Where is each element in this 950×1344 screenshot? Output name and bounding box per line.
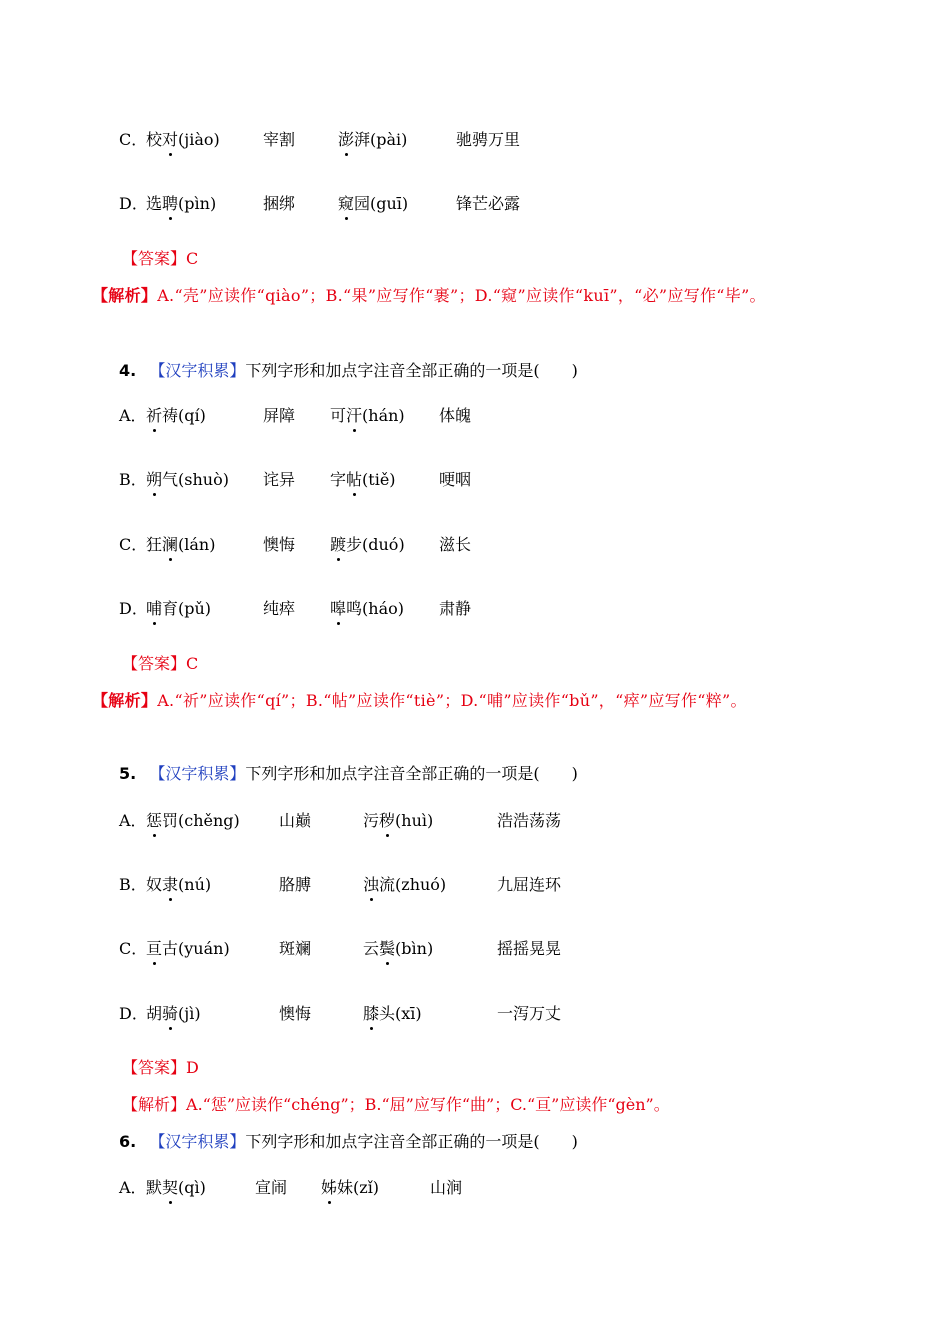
- q5-stem: [119, 764, 578, 784]
- pinyin: (jiào): [178, 130, 220, 149]
- option-item-a: [146, 939, 230, 959]
- answer-tag: 【答案】: [122, 249, 187, 268]
- dotted-char: 澜: [162, 535, 179, 554]
- q5-answer: [122, 1058, 199, 1078]
- option-item-a: [146, 599, 211, 619]
- q3-answer: [122, 249, 198, 269]
- option-letter: A．: [119, 406, 147, 425]
- explain-text: A.“惩”应读作“chéng”；B.“屈”应写作“曲”；C.“亘”应读作“gèn”。: [186, 1095, 670, 1114]
- explain-text: A.“祈”应读作“qí”；B.“帖”应读作“tiè”；D.“哺”应读作“bǔ”，“瘁”应写作“粹”。: [157, 691, 747, 710]
- option-item-c: [330, 406, 405, 426]
- option-item-c: [363, 875, 446, 895]
- dotted-char: 聘: [162, 194, 179, 213]
- pinyin: (qì): [178, 1178, 206, 1197]
- option-item-b: 捆绑: [263, 194, 296, 213]
- option-item-d: 摇摇晃晃: [497, 939, 562, 958]
- option-letter: C．: [119, 130, 148, 149]
- option-item-c: [321, 1178, 379, 1198]
- dotted-char: 契: [162, 1178, 179, 1197]
- explain-text: A.“壳”应读作“qiào”；B.“果”应写作“裹”；D.“窥”应读作“kuī”，“必”应写作“毕”。: [157, 286, 766, 305]
- option-letter: A．: [119, 1178, 147, 1197]
- char-pinyin: 湃(pài): [354, 130, 408, 149]
- option-item-d: 哽咽: [439, 470, 472, 489]
- explain-tag: 【解析】: [92, 691, 158, 710]
- char: 字: [330, 470, 347, 489]
- option-item-c: [338, 194, 408, 214]
- dotted-char: 祈: [146, 406, 163, 425]
- option-item-b: 诧异: [263, 470, 296, 489]
- dotted-char: 秽: [379, 811, 396, 830]
- char-pinyin: 头(xī): [379, 1004, 422, 1023]
- pinyin: (lán): [178, 535, 216, 554]
- option-item-c: [330, 535, 405, 555]
- dotted-char: 澎: [338, 130, 355, 149]
- dotted-char: 浊: [363, 875, 380, 894]
- option-item-b: 宣闹: [255, 1178, 288, 1197]
- char-pinyin: 步(duó): [346, 535, 405, 554]
- option-item-b: 懊悔: [279, 1004, 312, 1023]
- pinyin: (tiě): [362, 470, 396, 489]
- q5-explanation: [122, 1095, 670, 1115]
- option-letter: B．: [119, 470, 147, 489]
- pinyin: (jì): [178, 1004, 201, 1023]
- char: 胡: [146, 1004, 163, 1023]
- char: 云: [363, 939, 380, 958]
- dotted-char: 隶: [162, 875, 179, 894]
- option-item-d: 九屈连环: [497, 875, 562, 894]
- dotted-char: 哺: [146, 599, 163, 618]
- option-letter: B．: [119, 875, 147, 894]
- option-item-c: [330, 470, 396, 490]
- option-item-a: [146, 194, 216, 214]
- option-item-a: [146, 535, 215, 555]
- option-item-a: [146, 406, 206, 426]
- question-number: 5.: [119, 764, 137, 783]
- dotted-char: 对: [162, 130, 179, 149]
- pinyin: (hán): [362, 406, 405, 425]
- option-item-a: [146, 470, 229, 490]
- question-category-tag: 【汉字积累】: [149, 361, 246, 380]
- option-item-d: 锋芒必露: [456, 194, 521, 213]
- option-item-c: [330, 599, 404, 619]
- option-item-b: 胳膊: [279, 875, 312, 894]
- char: 选: [146, 194, 163, 213]
- char-pinyin: 育(pǔ): [162, 599, 212, 618]
- char-pinyin: 妹(zǐ): [337, 1178, 380, 1197]
- dotted-char: 膝: [363, 1004, 380, 1023]
- option-item-b: 懊悔: [263, 535, 296, 554]
- answer-value: C: [186, 654, 199, 673]
- char-pinyin: 气(shuò): [162, 470, 229, 489]
- char: 奴: [146, 875, 163, 894]
- answer-tag: 【答案】: [122, 654, 187, 673]
- q4-explanation: [92, 682, 862, 719]
- option-item-d: 滋长: [439, 535, 472, 554]
- answer-tag: 【答案】: [122, 1058, 187, 1077]
- option-item-b: 纯瘁: [263, 599, 296, 618]
- question-category-tag: 【汉字积累】: [149, 1132, 246, 1151]
- dotted-char: 姊: [321, 1178, 338, 1197]
- option-item-c: [363, 1004, 422, 1024]
- option-item-d: 山涧: [430, 1178, 463, 1197]
- option-item-d: 体魄: [439, 406, 472, 425]
- option-item-d: 一泻万丈: [497, 1004, 562, 1023]
- char: 默: [146, 1178, 163, 1197]
- option-letter: D．: [119, 599, 148, 618]
- q4-answer: [122, 654, 198, 674]
- dotted-char: 朔: [146, 470, 163, 489]
- char: 可: [330, 406, 347, 425]
- dotted-char: 踱: [330, 535, 347, 554]
- dotted-char: 骑: [162, 1004, 179, 1023]
- explain-tag: 【解析】: [92, 286, 158, 305]
- option-item-c: [338, 130, 407, 150]
- dotted-char: 亘: [146, 939, 163, 958]
- option-item-a: [146, 1178, 206, 1198]
- dotted-char: 嗥: [330, 599, 347, 618]
- option-item-b: 山巅: [279, 811, 312, 830]
- pinyin: (nú): [178, 875, 212, 894]
- option-item-a: [146, 130, 220, 150]
- option-item-a: [146, 875, 211, 895]
- option-item-d: 驰骋万里: [456, 130, 521, 149]
- question-stem: 下列字形和加点字注音全部正确的一项是( ): [245, 764, 578, 783]
- char: 狂: [146, 535, 163, 554]
- explain-tag: 【解析】: [122, 1095, 187, 1114]
- q4-stem: [119, 361, 578, 381]
- char-pinyin: 园(guī): [354, 194, 409, 213]
- char-pinyin: 祷(qí): [162, 406, 206, 425]
- char-pinyin: 古(yuán): [162, 939, 230, 958]
- dotted-char: 窥: [338, 194, 355, 213]
- char-pinyin: 流(zhuó): [379, 875, 447, 894]
- option-item-b: 斑斓: [279, 939, 312, 958]
- option-item-b: 屏障: [263, 406, 296, 425]
- option-item-c: [363, 939, 433, 959]
- question-category-tag: 【汉字积累】: [149, 764, 246, 783]
- option-letter: C．: [119, 535, 148, 554]
- dotted-char: 汗: [346, 406, 363, 425]
- char: 污: [363, 811, 380, 830]
- dotted-char: 帖: [346, 470, 363, 489]
- option-letter: A．: [119, 811, 147, 830]
- option-item-a: [146, 1004, 201, 1024]
- dotted-char: 鬓: [379, 939, 396, 958]
- answer-value: C: [186, 249, 199, 268]
- question-number: 6.: [119, 1132, 137, 1151]
- option-letter: D．: [119, 1004, 148, 1023]
- char-pinyin: 鸣(háo): [346, 599, 404, 618]
- option-item-d: 肃静: [439, 599, 472, 618]
- pinyin: (huì): [395, 811, 434, 830]
- option-item-c: [363, 811, 433, 831]
- char: 校: [146, 130, 163, 149]
- option-letter: C．: [119, 939, 148, 958]
- question-number: 4.: [119, 361, 137, 380]
- q6-stem: [119, 1132, 578, 1152]
- option-item-b: 宰割: [263, 130, 296, 149]
- answer-value: D: [186, 1058, 199, 1077]
- q3-explanation: [92, 277, 862, 314]
- option-item-a: [146, 811, 240, 831]
- pinyin: (bìn): [395, 939, 434, 958]
- dotted-char: 惩: [146, 811, 163, 830]
- pinyin: (pìn): [178, 194, 217, 213]
- char-pinyin: 罚(chěng): [162, 811, 240, 830]
- question-stem: 下列字形和加点字注音全部正确的一项是( ): [245, 361, 578, 380]
- option-letter: D．: [119, 194, 148, 213]
- question-stem: 下列字形和加点字注音全部正确的一项是( ): [245, 1132, 578, 1151]
- option-item-d: 浩浩荡荡: [497, 811, 562, 830]
